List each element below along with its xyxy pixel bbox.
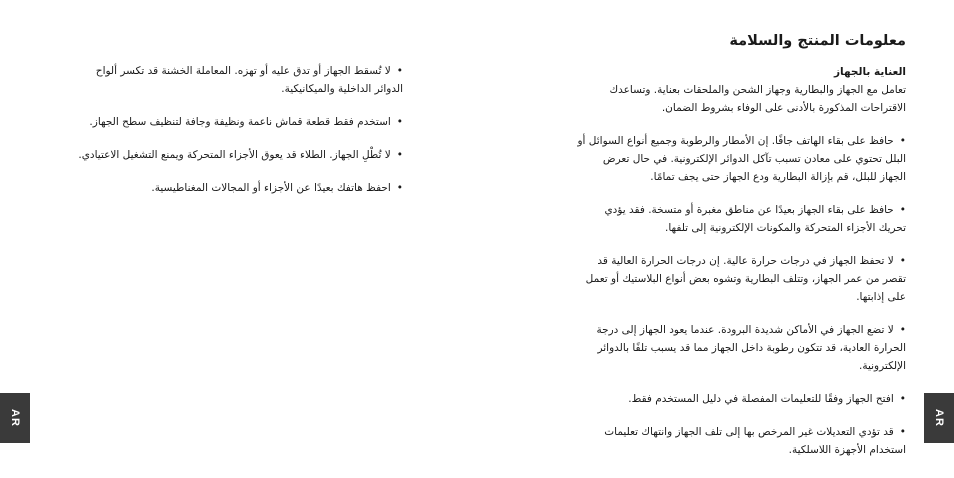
bullet-symbol: • — [899, 426, 906, 438]
bullet-symbol: • — [899, 255, 906, 267]
right-page — [477, 0, 954, 478]
intro-paragraph: تعامل مع الجهاز والبطارية وجهاز الشحن والملحقات بعناية. وتساعدك الاقتراحات المذكورة بالأدنى على الوفاء بشروط الضمان. — [609, 84, 906, 114]
bullet-text: لا تضع الجهاز في الأماكن شديدة البرودة. عندما يعود الجهاز إلى درجة الحرارة العادية، قد تتكون رطوبة داخل الجهاز مما قد يسبب تلفًا بالدوائر الإلكترونية. — [596, 324, 906, 372]
language-tab-label: AR — [932, 409, 945, 427]
bullet-symbol: • — [396, 116, 403, 128]
bullet-item — [576, 252, 906, 306]
bullet-symbol: • — [396, 65, 403, 77]
bullet-text: احفظ هاتفك بعيدًا عن الأجزاء أو المجالات المغناطيسية. — [151, 182, 391, 194]
bullet-text: حافظ على بقاء الجهاز بعيدًا عن مناطق مغبرة أو متسخة. فقد يؤدي تحريك الأجزاء المتحركة والمكونات الإلكترونية إلى تلفها. — [604, 204, 906, 234]
bullet-text: لا تحفظ الجهاز في درجات حرارة عالية. إن درجات الحرارة العالية قد تقصر من عمر الجهاز، وتتلف البطارية وتشوه بعض أنواع البلاستيك أو تعمل على إذابتها. — [585, 255, 906, 303]
right-page-content — [576, 30, 906, 474]
bullet-item — [73, 179, 403, 197]
bullet-item — [576, 321, 906, 375]
bullet-item — [576, 390, 906, 408]
bullet-text: لا تُسقط الجهاز أو تدق عليه أو تهزه. المعاملة الخشنة قد تكسر ألواح الدوائر الداخلية والميكانيكية. — [95, 65, 403, 95]
bullet-symbol: • — [396, 182, 403, 194]
bullet-item — [576, 201, 906, 237]
bullet-item — [73, 146, 403, 164]
page-title: معلومات المنتج والسلامة — [729, 33, 906, 49]
language-tab-label: AR — [8, 409, 21, 427]
language-tab-right — [924, 393, 954, 443]
language-tab-left — [0, 393, 30, 443]
bullet-item — [576, 132, 906, 186]
bullet-symbol: • — [899, 135, 906, 147]
section-heading: العناية بالجهاز — [834, 66, 906, 78]
bullet-symbol: • — [396, 149, 403, 161]
bullet-text: لا تُطْلِ الجهاز. الطلاء قد يعوق الأجزاء المتحركة ويمنع التشغيل الاعتيادي. — [78, 149, 391, 161]
bullet-text: استخدم فقط قطعة قماش ناعمة ونظيفة وجافة لتنظيف سطح الجهاز. — [89, 116, 391, 128]
bullet-item — [73, 113, 403, 131]
bullet-item — [576, 423, 906, 459]
bullet-symbol: • — [899, 393, 906, 405]
bullet-text: افتح الجهاز وفقًا للتعليمات المفصلة في دليل المستخدم فقط. — [628, 393, 894, 405]
bullet-symbol: • — [899, 324, 906, 336]
bullet-item — [73, 62, 403, 98]
bullet-symbol: • — [899, 204, 906, 216]
bullet-text: قد تؤدي التعديلات غير المرخص بها إلى تلف الجهاز وانتهاك تعليمات استخدام الأجهزة اللاسلكية. — [604, 426, 906, 456]
bullet-text: حافظ على بقاء الهاتف جافًا. إن الأمطار والرطوبة وجميع أنواع السوائل أو البلل تحتوي على معادن تسبب تآكل الدوائر الإلكترونية. في حال تعرض الجهاز للبلل، قم بإزالة البطارية ودع الجهاز حتى يجف تمامًا. — [577, 135, 906, 183]
left-page-content — [73, 62, 403, 212]
